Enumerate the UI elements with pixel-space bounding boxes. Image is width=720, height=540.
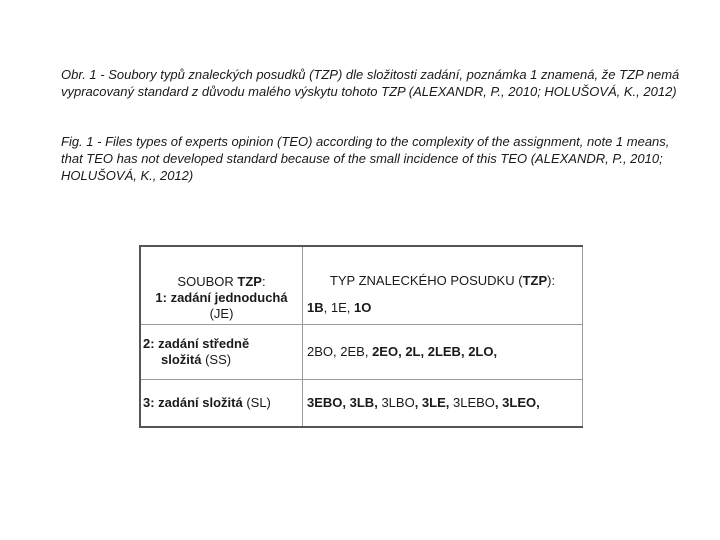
row2-label-cell (140, 324, 303, 379)
tzp-code-segment: 1O (354, 299, 372, 315)
tzp-code-segment: 2EO (372, 344, 399, 359)
tzp-table (139, 245, 583, 428)
caption-english: Fig. 1 - Files types of experts opinion (TEO) according to the complexity of the assignment, note 1 means, that TEO has not developed standard because of the small incidence of this TEO (ALEXANDR, P., 2010; HOLUŠOVÁ, K., 2012) (61, 134, 670, 183)
tzp-code-segment: , (420, 344, 428, 359)
tzp-code-segment: , (323, 299, 331, 315)
table-row (140, 246, 583, 324)
tzp-code-segment: 3LB (349, 395, 375, 411)
header-cell-soubor (140, 246, 303, 324)
tzp-code-segment: 2BO (307, 344, 334, 359)
row2-label-line2-bold: složitá (161, 351, 202, 367)
row2-values (303, 324, 583, 379)
tzp-code-segment: , (493, 344, 498, 359)
tzp-code-segment: , (374, 395, 382, 411)
header-col1-bold: TZP (237, 273, 262, 289)
header-col2-bold: TZP (522, 272, 548, 288)
tzp-code-segment: , (414, 395, 422, 411)
tzp-code-segment: , (494, 395, 503, 411)
tzp-code-segment: 3LBO (381, 395, 415, 411)
tzp-code-segment: , (364, 344, 373, 359)
tzp-code-segment: , (398, 344, 406, 359)
table-row (140, 379, 583, 427)
header-col1-prefix: SOUBOR (177, 273, 238, 289)
row1-values (303, 300, 582, 316)
tzp-code-segment: , (536, 395, 540, 411)
row1-label-abbr: (JE) (209, 305, 234, 321)
row3-values (303, 379, 583, 427)
row3-label-bold: 3: zadání složitá (143, 394, 243, 410)
row3-label-cell (140, 379, 303, 427)
row3-label-rest: (SL) (242, 394, 271, 410)
tzp-code-segment: 3LEBO (453, 395, 495, 411)
tzp-code-segment: 3LEO (502, 395, 537, 411)
tzp-code-segment: 2LO (468, 344, 494, 359)
tzp-code-segment: 1B (307, 299, 324, 315)
table-row (140, 324, 583, 379)
tzp-code-segment: , (460, 344, 469, 359)
tzp-code-segment: , (346, 299, 354, 315)
tzp-code-segment: 3LE (421, 395, 446, 411)
tzp-code-segment: 2EB (340, 344, 365, 359)
header-col2-suffix: ): (547, 272, 556, 288)
tzp-code-segment: , (342, 395, 350, 411)
row1-label: 1: zadání jednoduchá (155, 289, 288, 305)
tzp-code-segment: 2L (405, 344, 421, 359)
tzp-code-segment: , (445, 395, 453, 411)
header-col1-suffix: : (261, 273, 266, 289)
row2-label-line2-rest: (SS) (201, 351, 232, 367)
tzp-code-segment: 3EBO (307, 395, 343, 411)
caption-czech: Obr. 1 - Soubory typů znaleckých posudků (TZP) dle složitosti zadání, poznámka 1 znamená, že TZP nemá vypracovaný standard z důvodu malého výskytu tohoto TZP (ALEXANDR, P., 2010; HOLUŠOVÁ, K., 2012) (61, 67, 680, 99)
header-col2-prefix: TYP ZNALECKÉHO POSUDKU ( (329, 272, 523, 288)
tzp-code-segment: 1E (330, 299, 347, 315)
tzp-code-segment: , (333, 344, 341, 359)
tzp-code-segment: 2LEB (427, 344, 461, 359)
header-cell-typ (303, 246, 583, 324)
row2-label-line1: 2: zadání středně (143, 335, 250, 351)
